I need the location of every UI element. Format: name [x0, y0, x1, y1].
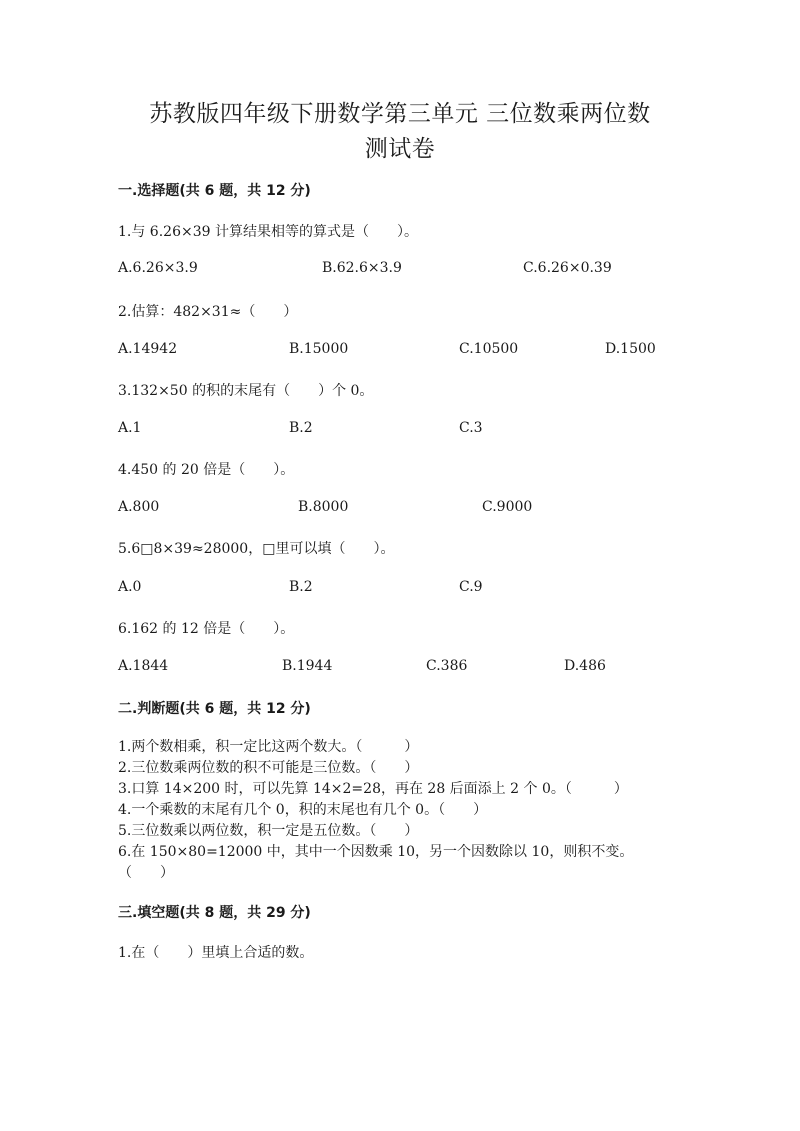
q2-option-a: A.14942 — [118, 341, 178, 357]
tf-item-3: 3.口算 14×200 时，可以先算 14×2=28，再在 28 后面添上 2 个 0。（ ） — [118, 781, 628, 797]
q2-option-c: C.10500 — [459, 341, 519, 357]
q4-option-a: A.800 — [118, 499, 160, 515]
question-1: 1.与 6.26×39 计算结果相等的算式是（ ）。 — [118, 224, 418, 240]
question-3: 3.132×50 的积的末尾有（ ）个 0。 — [118, 383, 374, 399]
question-5: 5.6□8×39≈28000，□里可以填（ ）。 — [118, 541, 395, 557]
q6-option-d: D.486 — [564, 658, 606, 674]
section-heading-fill-blank: 三.填空题(共 8 题，共 29 分) — [118, 905, 311, 921]
q1-option-b: B.62.6×3.9 — [322, 260, 402, 276]
q3-option-b: B.2 — [289, 420, 313, 436]
tf-item-6-answer-paren: （ ） — [118, 865, 174, 881]
q6-option-b: B.1944 — [282, 658, 333, 674]
tf-item-5: 5.三位数乘以两位数，积一定是五位数。（ ） — [118, 823, 419, 839]
section-heading-choice: 一.选择题(共 6 题，共 12 分) — [118, 183, 311, 199]
q6-option-c: C.386 — [426, 658, 468, 674]
question-6: 6.162 的 12 倍是（ ）。 — [118, 621, 295, 637]
q1-option-c: C.6.26×0.39 — [523, 260, 612, 276]
q2-option-b: B.15000 — [289, 341, 349, 357]
q5-option-b: B.2 — [289, 579, 313, 595]
q5-option-a: A.0 — [118, 579, 142, 595]
q3-option-a: A.1 — [118, 420, 142, 436]
tf-item-4: 4.一个乘数的末尾有几个 0，积的末尾也有几个 0。（ ） — [118, 802, 488, 818]
question-4: 4.450 的 20 倍是（ ）。 — [118, 462, 295, 478]
title-line-2: 测试卷 — [364, 136, 436, 162]
question-2: 2.估算：482×31≈（ ） — [118, 304, 298, 320]
q5-option-c: C.9 — [459, 579, 483, 595]
q3-option-c: C.3 — [459, 420, 483, 436]
q4-option-b: B.8000 — [298, 499, 349, 515]
q4-option-c: C.9000 — [482, 499, 533, 515]
q1-option-a: A.6.26×3.9 — [118, 260, 198, 276]
fill-question-1: 1.在（ ）里填上合适的数。 — [118, 945, 314, 961]
q6-option-a: A.1844 — [118, 658, 169, 674]
q2-option-d: D.1500 — [605, 341, 656, 357]
tf-item-2: 2.三位数乘两位数的积不可能是三位数。（ ） — [118, 760, 419, 776]
tf-item-6: 6.在 150×80=12000 中，其中一个因数乘 10，另一个因数除以 10，则积不变。 — [118, 844, 634, 860]
tf-item-1: 1.两个数相乘，积一定比这两个数大。（ ） — [118, 739, 419, 755]
title-line-1: 苏教版四年级下册数学第三单元 三位数乘两位数 — [149, 101, 651, 127]
section-heading-true-false: 二.判断题(共 6 题，共 12 分) — [118, 701, 311, 717]
